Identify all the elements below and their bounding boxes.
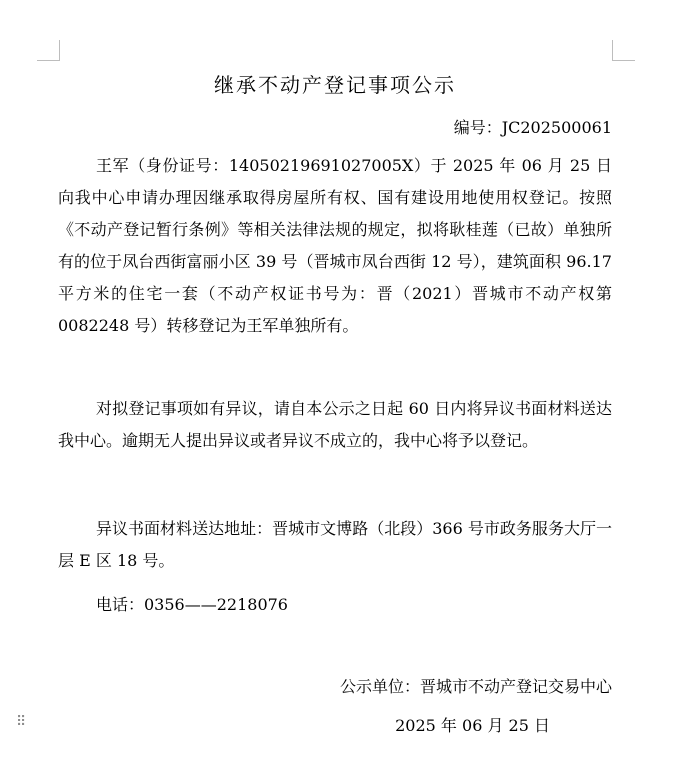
page-corner-top-left-marker <box>37 40 60 61</box>
page-corner-top-right-marker <box>612 40 635 61</box>
issuing-organization: 公示单位：晋城市不动产登记交易中心 <box>339 677 612 696</box>
body-paragraph-1: 王军（身份证号：14050219691027005X）于 2025 年 06 月 25 日向我中心申请办理因继承取得房屋所有权、国有建设用地使用权登记。按照《不动产登记暂行条例》等相关法律法规的规定，拟将耿桂莲（已故）单独所有的位于凤台西街富丽小区 39 号（晋城市凤台西街 12 号），建筑面积 96.17 平方米的住宅一套（不动产权证书号为：晋（2021）晋城市不动产权第 0082248 号）转移登记为王军单独所有。 <box>58 156 612 335</box>
document-title: 继承不动产登记事项公示 <box>214 73 456 97</box>
body-paragraph-2: 对拟登记事项如有异议，请自本公示之日起 60 日内将异议书面材料送达我中心。逾期无人提出异议或者异议不成立的，我中心将予以登记。 <box>58 399 612 450</box>
document-number: 编号：JC202500061 <box>453 118 612 137</box>
issue-date: 2025 年 06 月 25 日 <box>395 716 550 735</box>
drag-handle-icon[interactable]: ⠿ <box>16 714 25 730</box>
contact-phone: 电话：0356——2218076 <box>96 595 288 614</box>
body-paragraph-3: 异议书面材料送达地址：晋城市文博路（北段）366 号市政务服务大厅一层 E 区 18 号。 <box>58 519 612 570</box>
